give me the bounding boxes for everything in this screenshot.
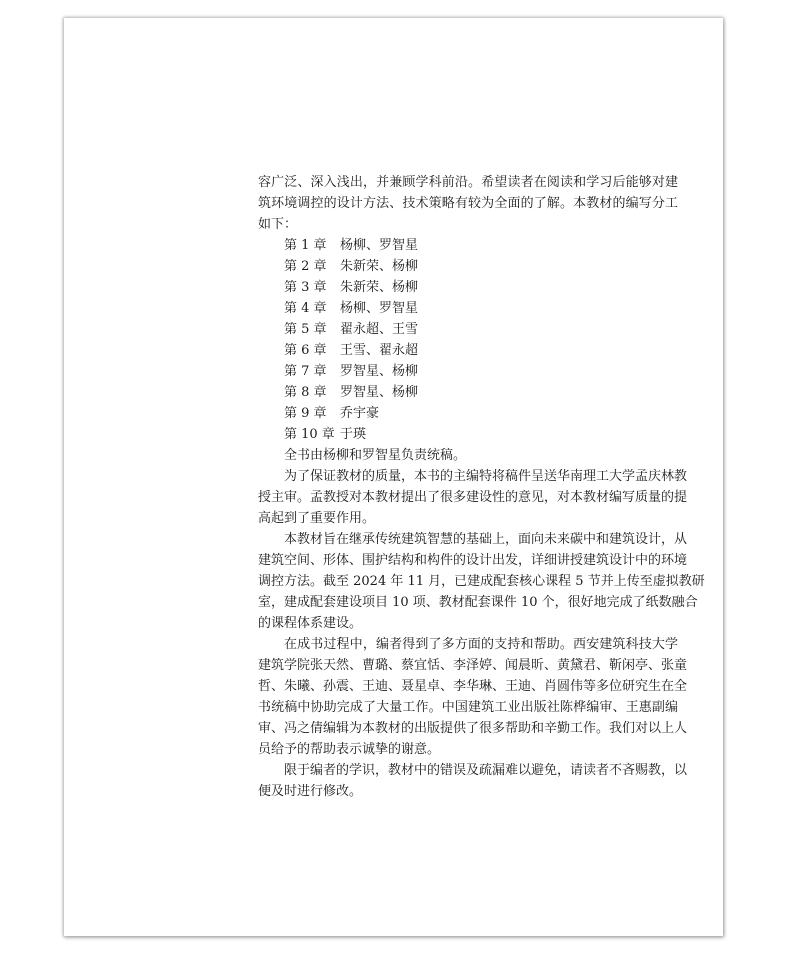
text-line: 便及时进行修改。 — [258, 784, 363, 799]
text-line: 如下： — [258, 217, 298, 232]
chapter-entry — [258, 424, 678, 445]
chapter-authors: 朱新荣、杨柳 — [340, 280, 419, 295]
text-line: 授主审。孟教授对本教材提出了很多建设性的意见，对本教材编写质量的提 — [258, 490, 688, 505]
chapter-number: 第 9 章 — [284, 406, 327, 421]
purpose-paragraph — [258, 529, 705, 634]
chapter-entry — [258, 277, 678, 298]
text-line: 员给予的帮助表示诚挚的谢意。 — [258, 742, 441, 757]
chapter-number: 第 3 章 — [284, 280, 327, 295]
text-line: 全书由杨柳和罗智星负责统稿。 — [284, 448, 467, 463]
chapter-entry — [258, 256, 678, 277]
chapter-authors: 乔宇豪 — [340, 406, 380, 421]
text-line: 的课程体系建设。 — [258, 616, 363, 631]
chapter-authors: 朱新荣、杨柳 — [340, 259, 419, 274]
chapter-number: 第 2 章 — [284, 259, 327, 274]
text-line: 为了保证教材的质量，本书的主编特将稿件呈送华南理工大学孟庆林教 — [284, 469, 688, 484]
text-line: 高起到了重要作用。 — [258, 511, 376, 526]
chapter-authors: 罗智星、杨柳 — [340, 364, 419, 379]
chapter-authors: 杨柳、罗智星 — [340, 238, 419, 253]
chapter-author-list — [258, 235, 678, 445]
chapter-number: 第 1 章 — [284, 238, 327, 253]
chapter-entry — [258, 319, 678, 340]
text-line: 在成书过程中，编者得到了多方面的支持和帮助。西安建筑科技大学 — [284, 637, 678, 652]
chapter-authors: 王雪、翟永超 — [340, 343, 419, 358]
text-line: 建筑空间、形体、围护结构和构件的设计出发，详细讲授建筑设计中的环境 — [258, 553, 688, 568]
chapter-entry — [258, 403, 678, 424]
chapter-entry — [258, 361, 678, 382]
chapter-authors: 翟永超、王雪 — [340, 322, 419, 337]
text-line: 哲、朱曦、孙震、王迪、聂星卓、李华琳、王迪、肖圆伟等多位研究生在全 — [258, 679, 688, 694]
chapter-number: 第 5 章 — [284, 322, 327, 337]
text-line: 容广泛、深入浅出，并兼顾学科前沿。希望读者在阅读和学习后能够对建 — [258, 175, 678, 190]
text-line: 室，建成配套建设项目 10 项、教材配套课件 10 个，很好地完成了纸数融合 — [258, 595, 698, 610]
chapter-number: 第 4 章 — [284, 301, 327, 316]
acknowledgement-paragraph — [258, 634, 688, 760]
page-content — [258, 172, 705, 802]
document-page — [64, 18, 723, 936]
text-line: 调控方法。截至 2024 年 11 月，已建成配套核心课程 5 节并上传至虚拟教研 — [258, 574, 705, 589]
review-paragraph — [258, 466, 688, 529]
text-line: 本教材旨在继承传统建筑智慧的基础上，面向未来碳中和建筑设计，从 — [284, 532, 688, 547]
text-line: 筑环境调控的设计方法、技术策略有较为全面的了解。本教材的编写分工 — [258, 196, 678, 211]
chapter-entry — [258, 298, 678, 319]
text-line: 限于编者的学识，教材中的错误及疏漏难以避免，请读者不吝赐教，以 — [284, 763, 688, 778]
chapter-number: 第 6 章 — [284, 343, 327, 358]
chapter-number: 第 7 章 — [284, 364, 327, 379]
chapter-number: 第 10 章 — [284, 427, 335, 442]
chapter-number: 第 8 章 — [284, 385, 327, 400]
chapter-authors: 杨柳、罗智星 — [340, 301, 419, 316]
intro-paragraph — [258, 172, 678, 235]
closing-paragraph — [258, 760, 688, 802]
text-line: 建筑学院张天然、曹璐、蔡宜恬、李泽婷、闻晨昕、黄黛君、靳闲亭、张童 — [258, 658, 688, 673]
editing-note-paragraph — [258, 445, 678, 466]
chapter-entry — [258, 382, 678, 403]
chapter-authors: 于瑛 — [340, 427, 367, 442]
chapter-entry — [258, 235, 678, 256]
text-line: 审、冯之倩编辑为本教材的出版提供了很多帮助和辛勤工作。我们对以上人 — [258, 721, 688, 736]
chapter-entry — [258, 340, 678, 361]
text-line: 书统稿中协助完成了大量工作。中国建筑工业出版社陈桦编审、王惠副编 — [258, 700, 678, 715]
chapter-authors: 罗智星、杨柳 — [340, 385, 419, 400]
